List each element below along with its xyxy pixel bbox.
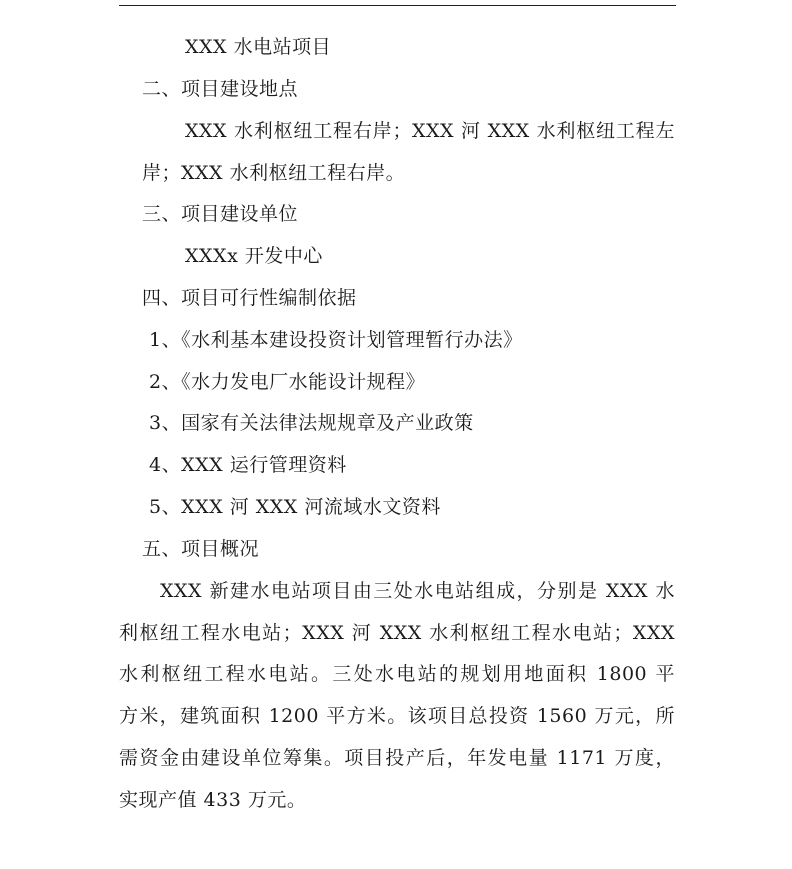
- location-line-1: XXX 水利枢纽工程右岸；XXX 河 XXX 水利枢纽工程左: [185, 120, 675, 142]
- basis-item: 5、XXX 河 XXX 河流域水文资料: [149, 496, 441, 518]
- section-3-heading: 三、项目建设单位: [142, 203, 299, 225]
- project-name: XXX 水电站项目: [185, 36, 332, 58]
- section-5-heading: 五、项目概况: [142, 538, 260, 560]
- unit-name: XXXx 开发中心: [185, 245, 323, 267]
- section-2-heading: 二、项目建设地点: [142, 78, 299, 100]
- location-line-2: 岸；XXX 水利枢纽工程右岸。: [142, 162, 406, 184]
- overview-line: 方米，建筑面积 1200 平方米。该项目总投资 1560 万元，所: [119, 705, 675, 727]
- section-4-heading: 四、项目可行性编制依据: [142, 287, 357, 309]
- basis-item: 1、《水利基本建设投资计划管理暂行办法》: [149, 329, 523, 351]
- overview-line: 利枢纽工程水电站；XXX 河 XXX 水利枢纽工程水电站；XXX: [119, 622, 675, 644]
- overview-line: 实现产值 433 万元。: [119, 789, 307, 811]
- overview-line: 需资金由建设单位筹集。项目投产后，年发电量 1171 万度，: [119, 747, 675, 769]
- header-rule: [119, 5, 676, 6]
- basis-item: 2、《水力发电厂水能设计规程》: [149, 371, 426, 393]
- overview-line: 水利枢纽工程水电站。三处水电站的规划用地面积 1800 平: [119, 663, 675, 685]
- overview-line: XXX 新建水电站项目由三处水电站组成，分别是 XXX 水: [160, 580, 675, 602]
- basis-item: 3、国家有关法律法规规章及产业政策: [149, 412, 474, 434]
- basis-item: 4、XXX 运行管理资料: [149, 454, 347, 476]
